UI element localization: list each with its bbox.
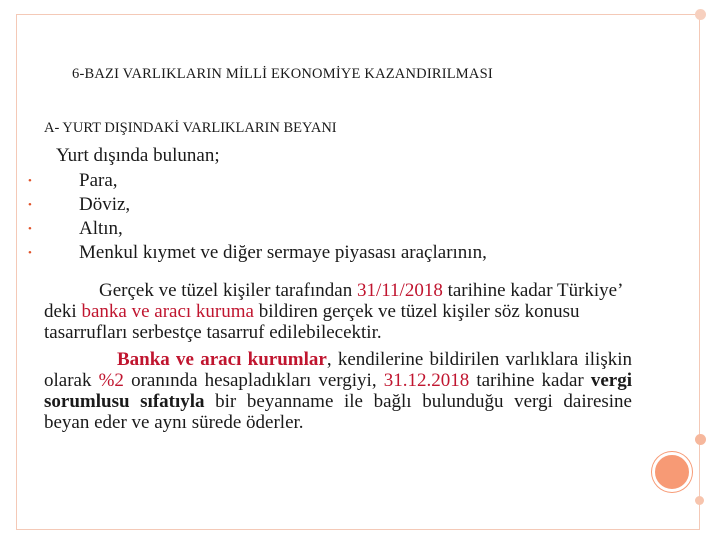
list-item-text: Döviz, xyxy=(79,194,131,215)
deadline-date: 31/11/2018 xyxy=(356,280,443,301)
bullet-icon: • xyxy=(28,175,32,187)
payment-date: 31.12.2018 xyxy=(383,370,470,391)
slide-title: 6-BAZI VARLIKLARIN MİLLİ EKONOMİYE KAZANDIRILMASI xyxy=(72,66,493,82)
list-item-text: Menkul kıymet ve diğer sermaye piyasası araçlarının, xyxy=(79,242,487,263)
frame-right-line xyxy=(699,14,701,434)
bullet-icon: • xyxy=(28,223,32,235)
bullet-icon: • xyxy=(28,199,32,211)
para2-text: oranında hesapladıkları vergiyi, xyxy=(123,370,384,391)
list-item-text: Para, xyxy=(79,170,118,191)
section-heading: A- YURT DIŞINDAKİ VARLIKLARIN BEYANI xyxy=(44,120,337,136)
tax-rate: %2 xyxy=(98,370,124,391)
para1-text: tarihine kadar Türkiye’ deki xyxy=(44,280,623,322)
list-item-text: Altın, xyxy=(79,218,123,239)
decor-dot-middle xyxy=(695,434,706,445)
para2-text: , kendilerine bildirilen varlıklara ilişkin olarak xyxy=(44,349,633,391)
institutions-highlight: Banka ve aracı kurumlar xyxy=(117,349,327,370)
para2-text: tarihine kadar xyxy=(469,370,591,391)
para1-text: bildiren gerçek ve tüzel kişiler söz konusu tasarrufları serbestçe tasarruf edilebilecektir. xyxy=(44,301,580,343)
decor-dot-bottom xyxy=(695,496,704,505)
paragraph-declaration xyxy=(44,280,632,343)
para1-text: Gerçek ve tüzel kişiler tarafından xyxy=(99,280,357,301)
para2-text: bir beyanname ile bağlı bulunduğu vergi dairesine beyan eder ve aynı sürede öderler. xyxy=(44,391,632,433)
intro-text: Yurt dışında bulunan; xyxy=(56,145,220,166)
decor-circle xyxy=(652,452,692,492)
decor-dot-top xyxy=(695,9,706,20)
tax-status-highlight: vergi sorumlusu sıfatıyla xyxy=(44,370,632,412)
slide-frame xyxy=(16,14,700,530)
bullet-icon: • xyxy=(28,247,32,259)
institution-highlight: banka ve aracı kuruma xyxy=(81,301,254,322)
paragraph-tax xyxy=(44,349,632,433)
